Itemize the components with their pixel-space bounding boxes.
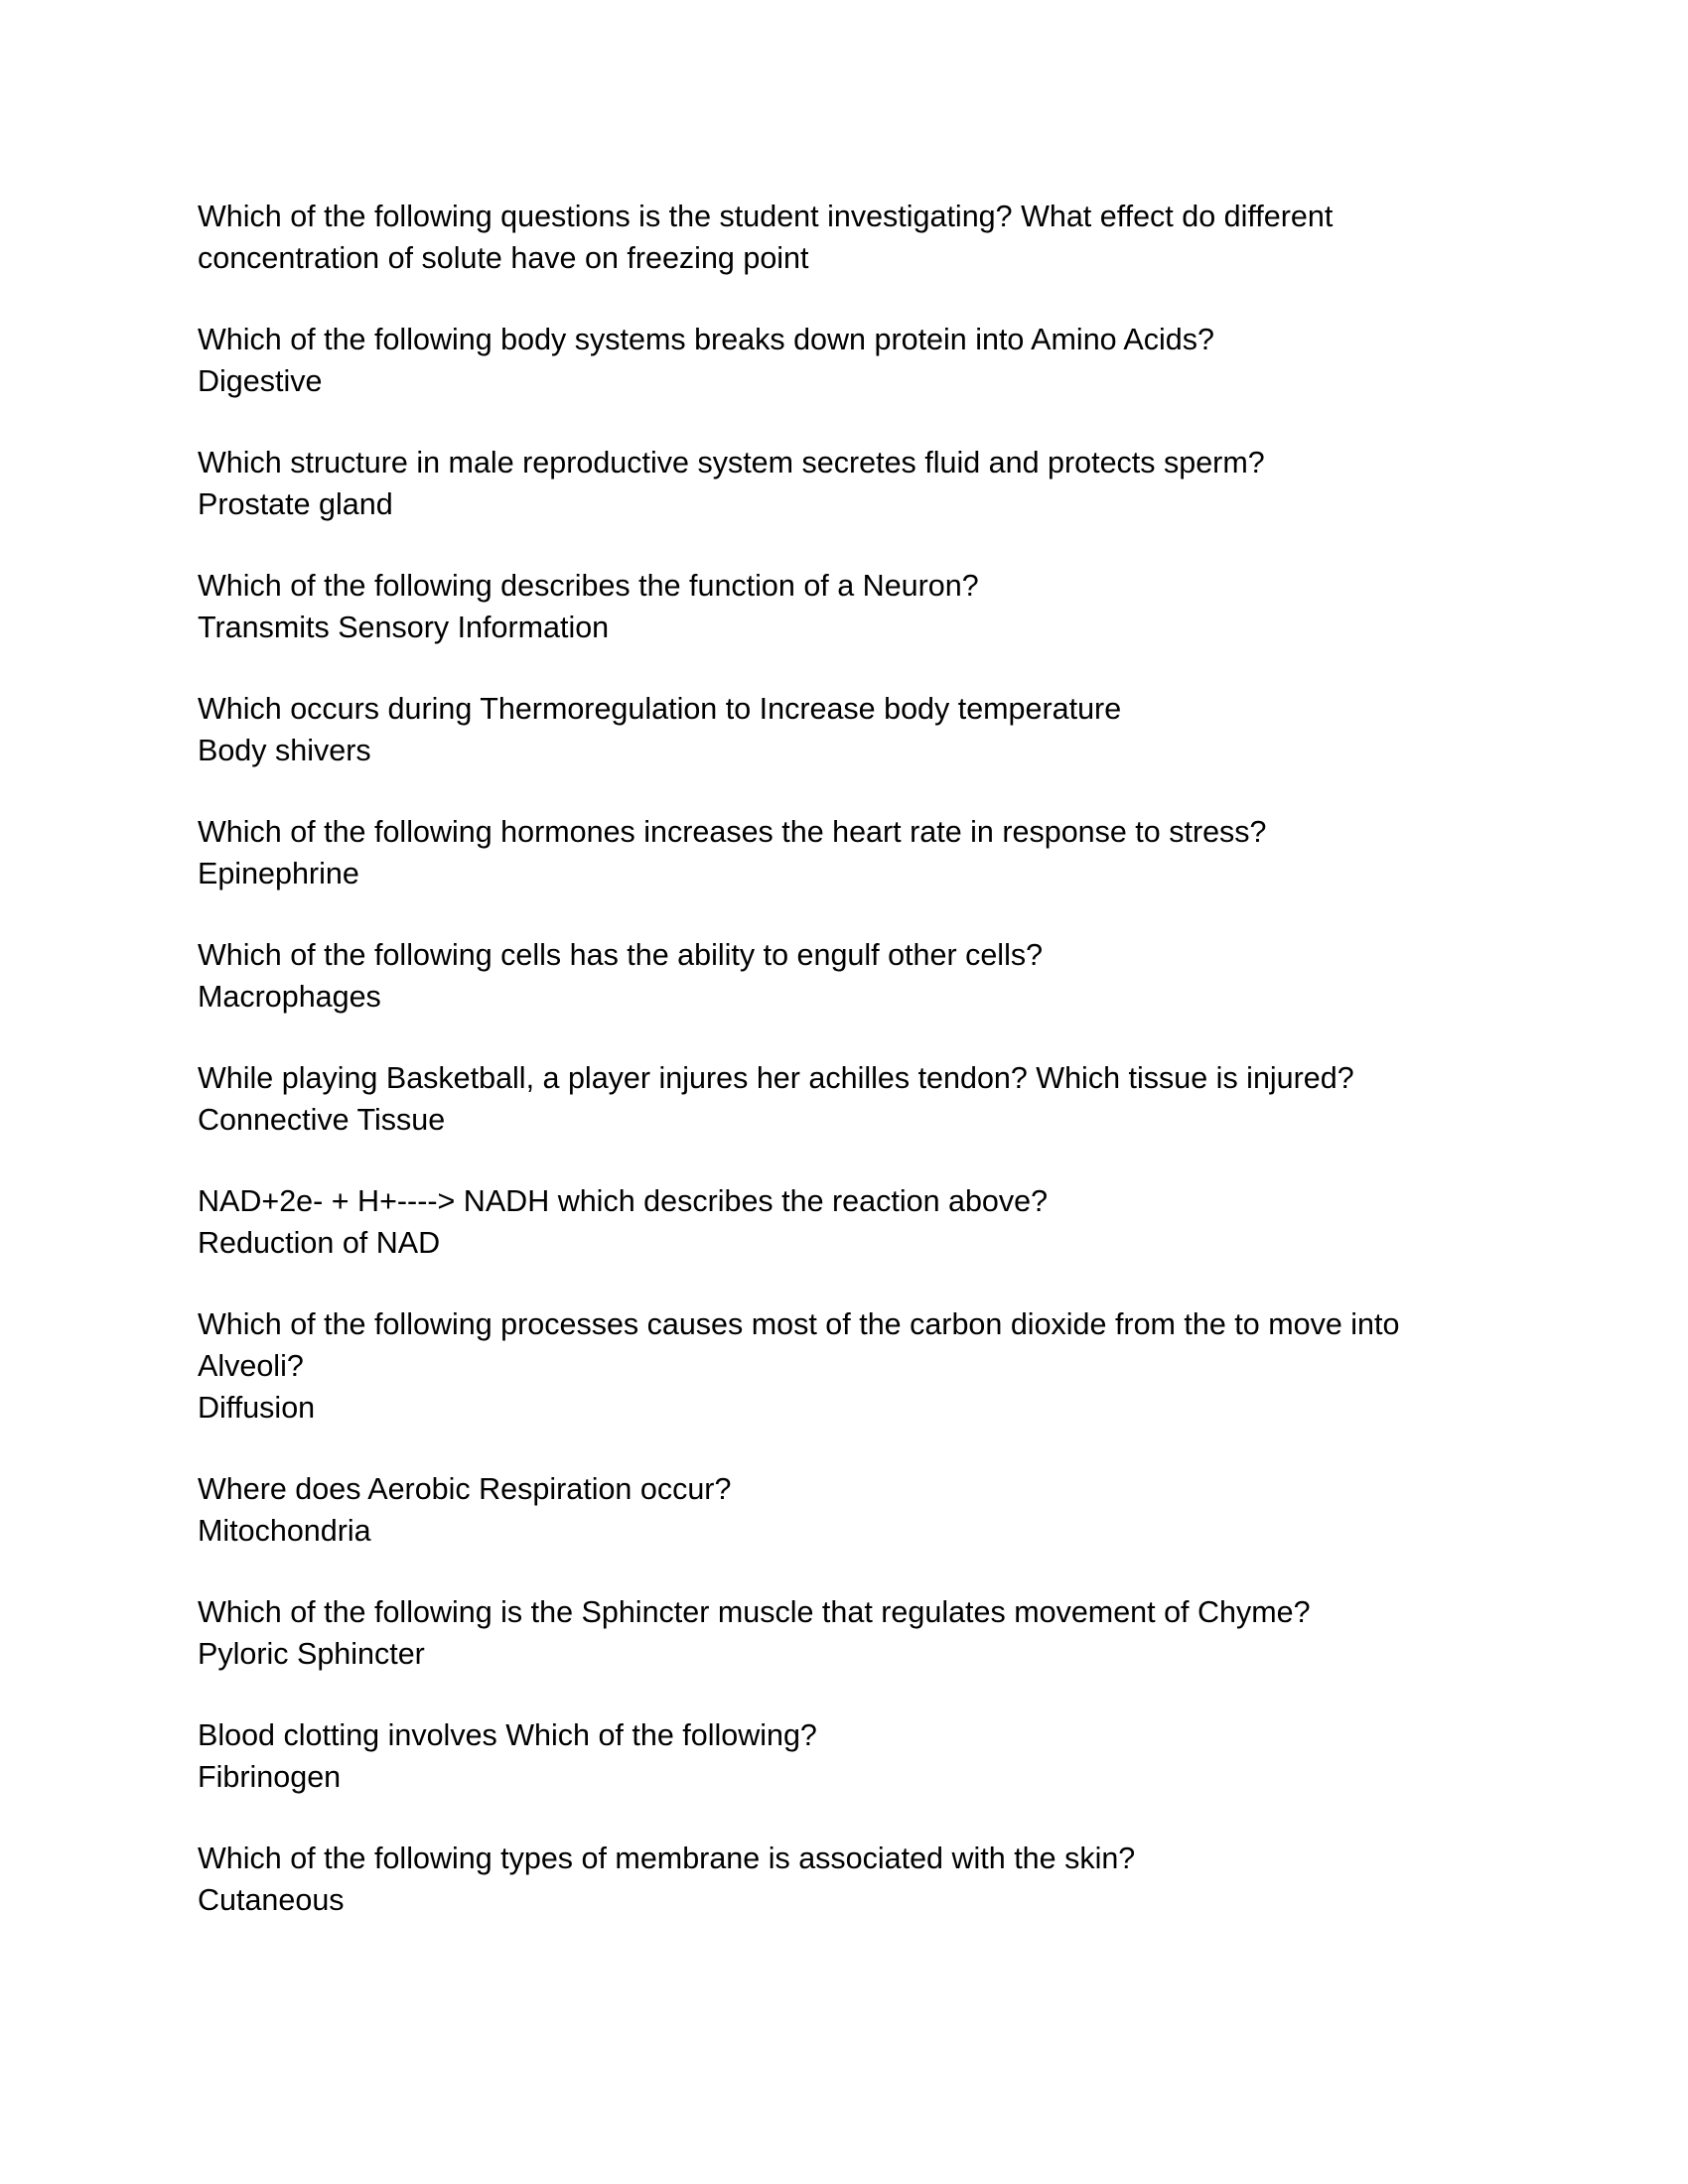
qa-item bbox=[198, 319, 1508, 402]
answer-text: Epinephrine bbox=[198, 857, 359, 890]
question-text: Which of the following cells has the ability to engulf other cells? bbox=[198, 938, 1044, 972]
qa-item bbox=[198, 196, 1508, 279]
qa-item bbox=[198, 1714, 1508, 1798]
qa-item bbox=[198, 934, 1508, 1018]
question-text: Which structure in male reproductive system secretes fluid and protects sperm? bbox=[198, 446, 1265, 479]
answer-text: Macrophages bbox=[198, 980, 381, 1014]
answer-text: Diffusion bbox=[198, 1391, 316, 1425]
question-text: Which of the following body systems breaks down protein into Amino Acids? bbox=[198, 323, 1214, 356]
qa-item bbox=[198, 1303, 1508, 1429]
qa-item bbox=[198, 1838, 1508, 1921]
answer-text: Reduction of NAD bbox=[198, 1226, 441, 1260]
question-text: NAD+2e- + H+----> NADH which describes the reaction above? bbox=[198, 1184, 1049, 1218]
question-text: Which of the following questions is the student investigating? What effect do different concentration of solute have on freezing point bbox=[198, 200, 1341, 275]
answer-text: Digestive bbox=[198, 364, 323, 398]
qa-item bbox=[198, 688, 1508, 771]
qa-item bbox=[198, 811, 1508, 894]
qa-item bbox=[198, 1180, 1508, 1264]
question-text: Which of the following is the Sphincter muscle that regulates movement of Chyme? bbox=[198, 1595, 1311, 1629]
qa-list bbox=[198, 196, 1508, 1961]
question-text: Which occurs during Thermoregulation to Increase body temperature bbox=[198, 692, 1122, 726]
answer-text: Transmits Sensory Information bbox=[198, 611, 610, 644]
question-text: Blood clotting involves Which of the following? bbox=[198, 1718, 817, 1752]
answer-text: Cutaneous bbox=[198, 1883, 345, 1917]
question-text: While playing Basketball, a player injures her achilles tendon? Which tissue is injured? bbox=[198, 1061, 1354, 1095]
qa-item bbox=[198, 1468, 1508, 1552]
answer-text: Prostate gland bbox=[198, 487, 393, 521]
question-text: Which of the following processes causes most of the carbon dioxide from the to move into Alveoli? bbox=[198, 1307, 1407, 1383]
answer-text: Fibrinogen bbox=[198, 1760, 342, 1794]
qa-item bbox=[198, 1591, 1508, 1675]
qa-item bbox=[198, 1057, 1508, 1141]
answer-text: Connective Tissue bbox=[198, 1103, 446, 1137]
question-text: Which of the following types of membrane is associated with the skin? bbox=[198, 1842, 1136, 1875]
question-text: Which of the following hormones increases the heart rate in response to stress? bbox=[198, 815, 1267, 849]
answer-text: Mitochondria bbox=[198, 1514, 371, 1548]
question-text: Which of the following describes the function of a Neuron? bbox=[198, 569, 979, 603]
answer-text: Body shivers bbox=[198, 734, 371, 767]
qa-item bbox=[198, 442, 1508, 525]
qa-item bbox=[198, 565, 1508, 648]
question-text: Where does Aerobic Respiration occur? bbox=[198, 1472, 732, 1506]
answer-text: Pyloric Sphincter bbox=[198, 1637, 425, 1671]
